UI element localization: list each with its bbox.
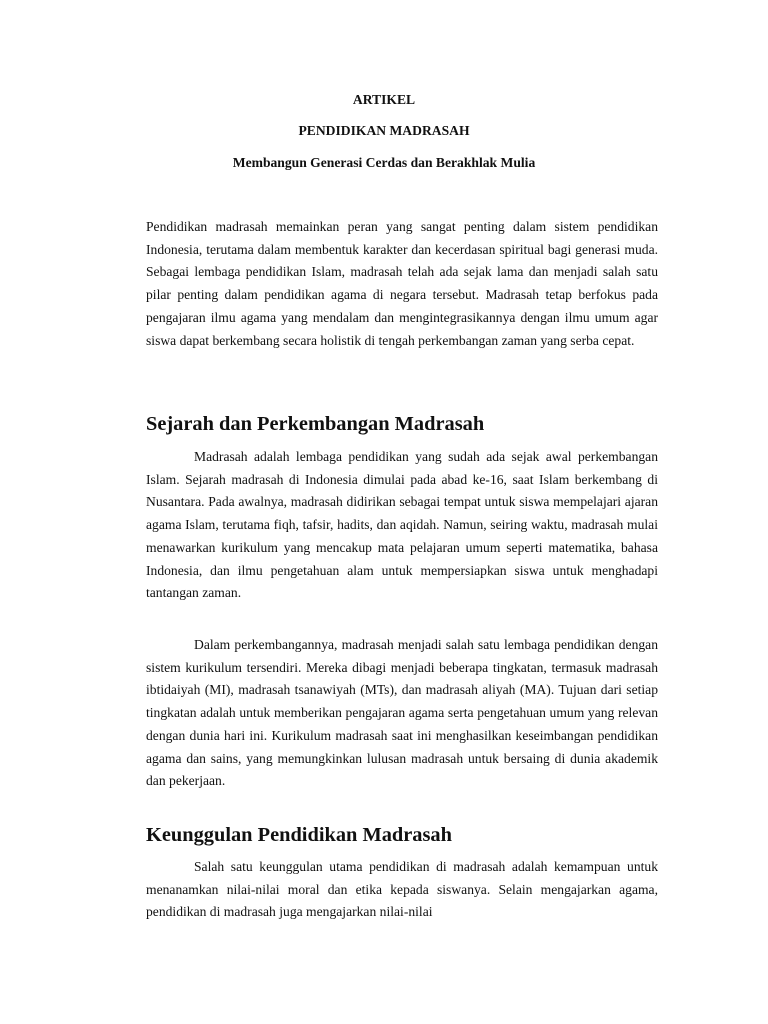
sejarah-paragraph-1: Madrasah adalah lembaga pendidikan yang sudah ada sejak awal perkembangan Islam. Sejarah madrasah di Indonesia dimulai pada abad ke-16, saat Islam berkembang di Nusantara. Pada awalnya, madrasah didirikan sebagai tempat untuk siswa mempelajari ajaran agama Islam, terutama fiqh, tafsir, hadits, dan aqidah. Namun, seiring waktu, madrasah mulai menawarkan kurikulum yang mencakup mata pelajaran umum seperti matematika, bahasa Indonesia, dan ilmu pengetahuan alam untuk mempersiapkan siswa untuk menghadapi tantangan zaman.: [146, 449, 658, 601]
document-label: ARTIKEL: [352, 92, 416, 107]
section-heading-keunggulan: Keunggulan Pendidikan Madrasah: [146, 824, 452, 846]
keunggulan-paragraph-1: Salah satu keunggulan utama pendidikan di madrasah adalah kemampuan untuk menanamkan nilai-nilai moral dan etika kepada siswanya. Selain mengajarkan agama, pendidikan di madrasah juga mengajarkan nilai-nilai: [146, 859, 658, 920]
document-subtitle: Membangun Generasi Cerdas dan Berakhlak Mulia: [232, 155, 536, 170]
intro-paragraph: Pendidikan madrasah memainkan peran yang sangat penting dalam sistem pendidikan Indonesia, terutama dalam membentuk karakter dan kecerdasan spiritual bagi generasi muda. Sebagai lembaga pendidikan Islam, madrasah telah ada sejak lama dan menjadi salah satu pilar penting dalam pendidikan agama di negara tersebut. Madrasah tetap berfokus pada pengajaran ilmu agama yang mendalam dan mengintegrasikannya dengan ilmu umum agar siswa dapat berkembang secara holistik di tengah perkembangan zaman yang serba cepat.: [146, 219, 658, 348]
sejarah-paragraph-2: Dalam perkembangannya, madrasah menjadi salah satu lembaga pendidikan dengan sistem kurikulum tersendiri. Mereka dibagi menjadi beberapa tingkatan, termasuk madrasah ibtidaiyah (MI), madrasah tsanawiyah (MTs), dan madrasah aliyah (MA). Tujuan dari setiap tingkatan adalah untuk memberikan pengajaran agama serta pengetahuan umum yang relevan dengan dunia hari ini. Kurikulum madrasah saat ini menghasilkan keseimbangan pendidikan agama dan sains, yang memungkinkan lulusan madrasah untuk bersaing di dunia akademik dan pekerjaan.: [146, 637, 658, 789]
document-title: PENDIDIKAN MADRASAH: [298, 123, 470, 138]
section-heading-sejarah: Sejarah dan Perkembangan Madrasah: [146, 413, 485, 435]
